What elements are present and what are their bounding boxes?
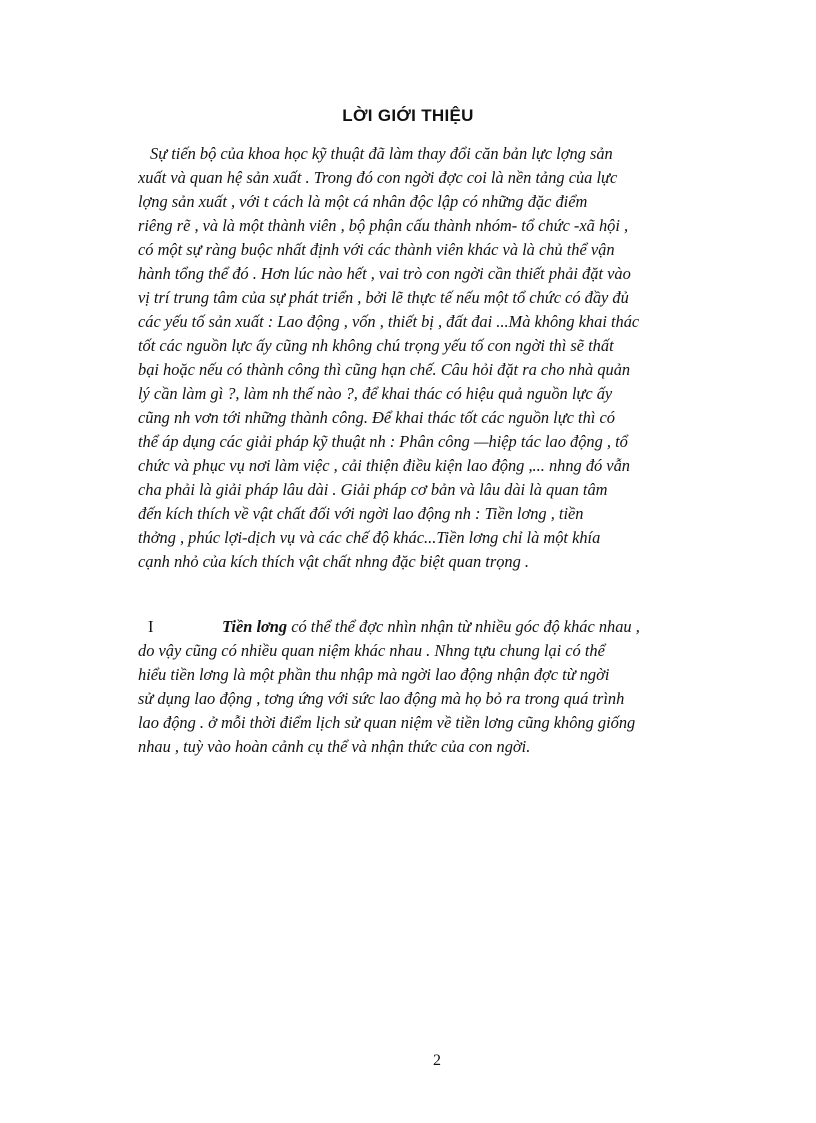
- paragraph-line: chức và phục vụ nơi làm việc , cải thiện điều kiện lao động ,... nhng đó vẫn: [138, 456, 630, 475]
- paragraph-line: xuất và quan hệ sản xuất . Trong đó con ngời đợc coi là nền tảng của lực: [138, 168, 618, 187]
- intro-paragraph: [138, 142, 728, 574]
- paragraph-line: hành tổng thể đó . Hơn lúc nào hết , vai trò con ngời cần thiết phải đặt vào: [138, 264, 631, 283]
- paragraph-line: Sự tiến bộ của khoa học kỹ thuật đã làm thay đổi căn bản lực lợng sản: [150, 144, 613, 163]
- paragraph-line: lợng sản xuất , với t cách là một cá nhân độc lập có những đặc điểm: [138, 192, 588, 211]
- paragraph-line: do vậy cũng có nhiều quan niệm khác nhau . Nhng tựu chung lại có thể: [138, 641, 605, 660]
- page-title: LỜI GIỚI THIỆU: [342, 106, 474, 125]
- page-number: 2: [433, 1052, 441, 1069]
- paragraph-line: cạnh nhỏ của kích thích vật chất nhng đặc biệt quan trọng .: [138, 552, 530, 571]
- paragraph-line: thởng , phúc lợi-dịch vụ và các chế độ khác...Tiền lơng chỉ là một khía: [138, 528, 601, 547]
- paragraph-line: có một sự ràng buộc nhất định với các thành viên khác và là chủ thể vận: [138, 240, 615, 259]
- paragraph-line: sử dụng lao động , tơng ứng với sức lao động mà họ bỏ ra trong quá trình: [138, 689, 625, 708]
- paragraph-line: bại hoặc nếu có thành công thì cũng hạn chế. Câu hỏi đặt ra cho nhà quản: [138, 360, 631, 379]
- term-tien-luong: Tiền lơng: [222, 617, 288, 636]
- paragraph-line: nhau , tuỳ vào hoàn cảnh cụ thể và nhận thức của con ngời.: [138, 737, 531, 756]
- paragraph-line-text: có thể thể đợc nhìn nhận từ nhiều góc độ khác nhau ,: [287, 617, 640, 636]
- paragraph-line: cha phải là giải pháp lâu dài . Giải pháp cơ bản và lâu dài là quan tâm: [138, 480, 608, 499]
- section-number: I: [148, 617, 154, 636]
- paragraph-line: lý cần làm gì ?, làm nh thế nào ?, để khai thác có hiệu quả nguồn lực ấy: [138, 384, 613, 403]
- paragraph-line: hiểu tiền lơng là một phần thu nhập mà ngời lao động nhận đợc từ ngời: [138, 665, 610, 684]
- paragraph-line: đến kích thích về vật chất đối với ngời lao động nh : Tiền lơng , tiền: [138, 504, 584, 523]
- paragraph-line: thể áp dụng các giải pháp kỹ thuật nh : Phân công —hiệp tác lao động , tổ: [138, 432, 628, 451]
- paragraph-line: [138, 615, 728, 639]
- paragraph-line: lao động . ở mỗi thời điểm lịch sử quan niệm về tiền lơng cũng không giống: [138, 713, 636, 732]
- paragraph-line: tốt các nguồn lực ấy cũng nh không chú trọng yếu tố con ngời thì sẽ thất: [138, 336, 614, 355]
- paragraph-line: cũng nh vơn tới những thành công. Để khai thác tốt các nguồn lực thì có: [138, 408, 615, 427]
- paragraph-line: các yếu tố sản xuất : Lao động , vốn , thiết bị , đất đai ...Mà không khai thác: [138, 312, 640, 331]
- paragraph-line: vị trí trung tâm của sự phát triển , bởi lẽ thực tế nếu một tổ chức có đầy đủ: [138, 288, 629, 307]
- section-one-paragraph: [138, 615, 728, 759]
- paragraph-line: riêng rẽ , và là một thành viên , bộ phận cấu thành nhóm- tổ chức -xã hội ,: [138, 216, 629, 235]
